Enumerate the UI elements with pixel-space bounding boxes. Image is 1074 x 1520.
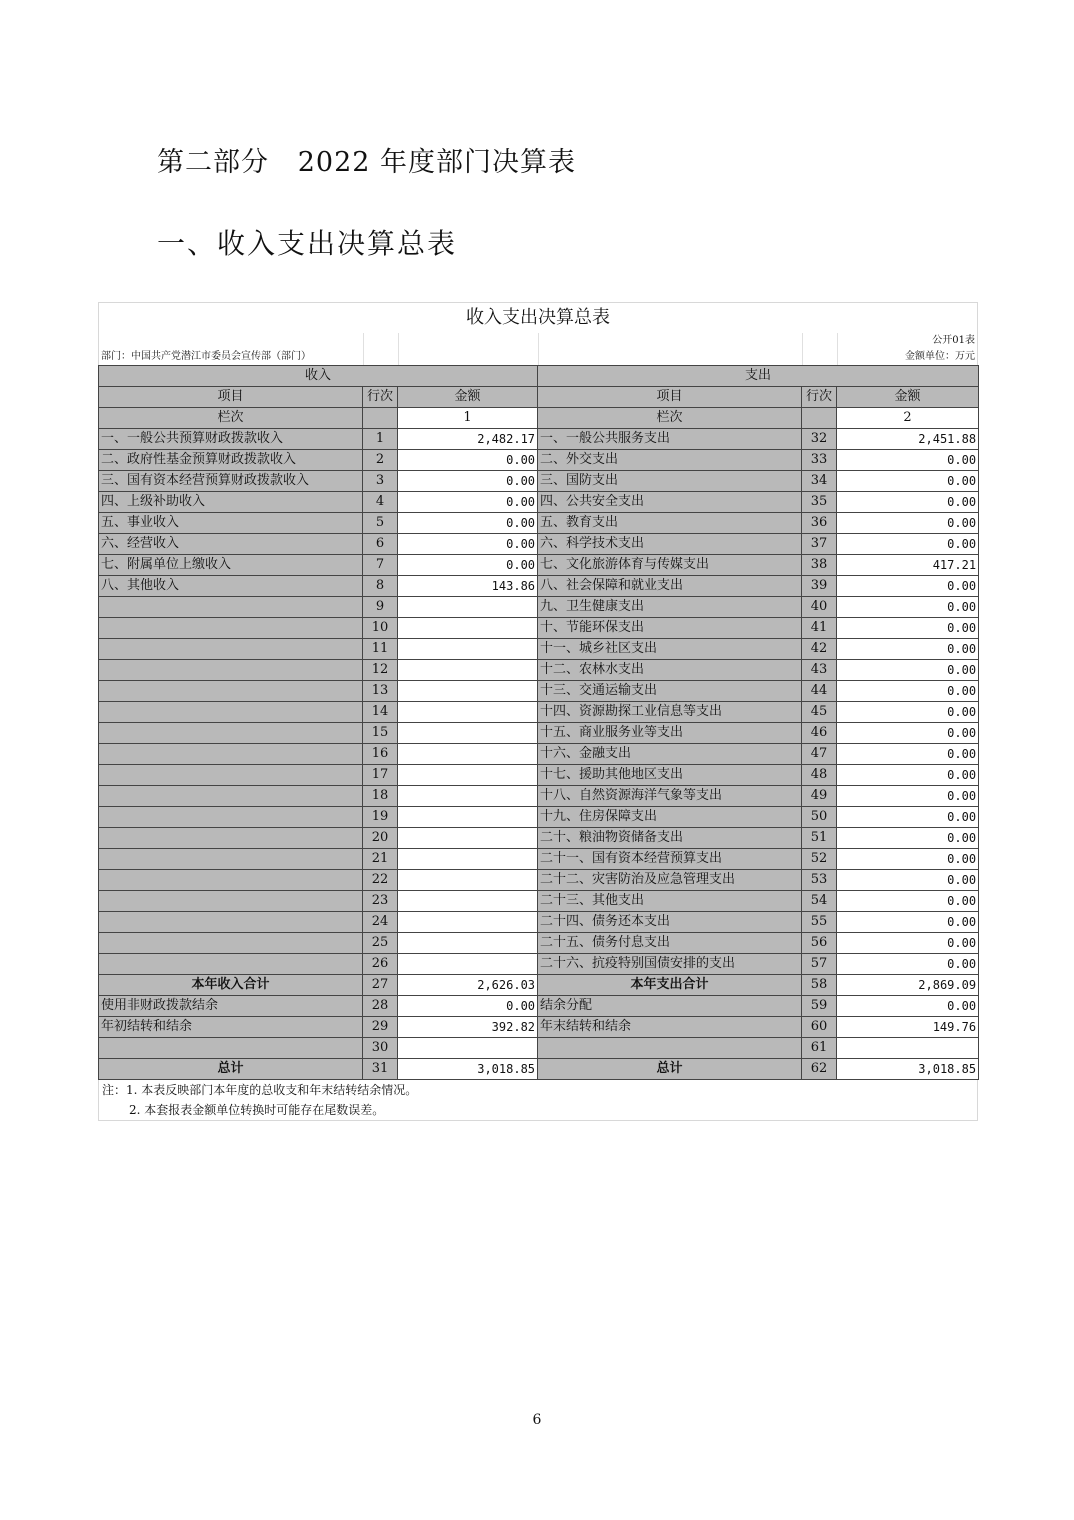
income-item: 三、国有资本经营预算财政拨款收入: [99, 471, 363, 492]
income-amount: [398, 702, 538, 723]
income-item: 五、事业收入: [99, 513, 363, 534]
income-item: 总计: [99, 1059, 363, 1080]
expense-amount: 0.00: [837, 744, 979, 765]
expense-seq: 41: [802, 618, 837, 639]
income-item: [99, 1038, 363, 1059]
income-amount: 0.00: [398, 513, 538, 534]
income-item: [99, 891, 363, 912]
table-row: [99, 933, 979, 954]
income-header: 收入: [99, 366, 538, 387]
expense-item: 十、节能环保支出: [538, 618, 802, 639]
table-row: [99, 702, 979, 723]
expense-seq: 59: [802, 996, 837, 1017]
expense-amount: 0.00: [837, 576, 979, 597]
expense-item: 八、社会保障和就业支出: [538, 576, 802, 597]
income-seq: 30: [363, 1038, 398, 1059]
income-seq: 17: [363, 765, 398, 786]
income-seq: 6: [363, 534, 398, 555]
expense-item: 十五、商业服务业等支出: [538, 723, 802, 744]
expense-item: 年末结转和结余: [538, 1017, 802, 1038]
income-item: [99, 639, 363, 660]
page-number: 6: [532, 1412, 542, 1428]
expense-amount: 0.00: [837, 807, 979, 828]
income-item: [99, 870, 363, 891]
income-amount: [398, 954, 538, 975]
table-row: [99, 723, 979, 744]
income-amount: [398, 744, 538, 765]
expense-item: 三、国防支出: [538, 471, 802, 492]
income-amount: 143.86: [398, 576, 538, 597]
income-seq: 15: [363, 723, 398, 744]
income-expense-sheet: [98, 302, 978, 1121]
expense-item: 七、文化旅游体育与传媒支出: [538, 555, 802, 576]
income-seq: 23: [363, 891, 398, 912]
expense-amount: 0.00: [837, 996, 979, 1017]
expense-seq: 37: [802, 534, 837, 555]
income-amount: [398, 870, 538, 891]
income-item: [99, 744, 363, 765]
note-1: 注：1. 本表反映部门本年度的总收支和年末结转结余情况。: [102, 1083, 418, 1097]
expense-amount: 0.00: [837, 786, 979, 807]
income-item: [99, 954, 363, 975]
table-row: [99, 555, 979, 576]
income-item: 六、经营收入: [99, 534, 363, 555]
expense-seq: 52: [802, 849, 837, 870]
expense-seq: 51: [802, 828, 837, 849]
income-seq: 5: [363, 513, 398, 534]
income-item: [99, 849, 363, 870]
income-amount: 0.00: [398, 492, 538, 513]
income-item: 四、上级补助收入: [99, 492, 363, 513]
income-amount: [398, 912, 538, 933]
expense-amount: 0.00: [837, 492, 979, 513]
table-row: [99, 597, 979, 618]
expense-amount: 0.00: [837, 912, 979, 933]
expense-amount: 0.00: [837, 849, 979, 870]
expense-seq: 48: [802, 765, 837, 786]
income-seq: 8: [363, 576, 398, 597]
expense-item: 十九、住房保障支出: [538, 807, 802, 828]
expense-amount: 3,018.85: [837, 1059, 979, 1080]
income-amount: [398, 828, 538, 849]
table-title: 收入支出决算总表: [98, 302, 978, 333]
note-2: 2. 本套报表金额单位转换时可能存在尾数误差。: [129, 1103, 385, 1117]
income-seq: 25: [363, 933, 398, 954]
income-amount: [398, 1038, 538, 1059]
expense-column-number: 2: [837, 408, 979, 429]
expense-item: 十二、农林水支出: [538, 660, 802, 681]
income-amount: [398, 597, 538, 618]
table-row: [99, 912, 979, 933]
income-item: [99, 681, 363, 702]
expense-amount: 0.00: [837, 513, 979, 534]
income-item: [99, 933, 363, 954]
income-item: [99, 597, 363, 618]
income-column-number: 1: [398, 408, 538, 429]
expense-amount: 149.76: [837, 1017, 979, 1038]
income-item: [99, 702, 363, 723]
income-item: [99, 660, 363, 681]
income-seq: 2: [363, 450, 398, 471]
expense-amount: 0.00: [837, 828, 979, 849]
expense-seq: 60: [802, 1017, 837, 1038]
expense-item: 二十三、其他支出: [538, 891, 802, 912]
header-row: [99, 387, 979, 408]
income-amount: [398, 786, 538, 807]
income-item: 七、附属单位上缴收入: [99, 555, 363, 576]
expense-seq: 46: [802, 723, 837, 744]
table-row: [99, 681, 979, 702]
income-amount: 0.00: [398, 555, 538, 576]
income-seq: 9: [363, 597, 398, 618]
expense-item: 结余分配: [538, 996, 802, 1017]
expense-amount: 2,869.09: [837, 975, 979, 996]
income-amount: [398, 807, 538, 828]
income-seq: 13: [363, 681, 398, 702]
income-seq: 28: [363, 996, 398, 1017]
table-row: [99, 891, 979, 912]
income-seq: 22: [363, 870, 398, 891]
expense-item: 六、科学技术支出: [538, 534, 802, 555]
expense-amount: 0.00: [837, 618, 979, 639]
expense-item: 总计: [538, 1059, 802, 1080]
table-row: [99, 450, 979, 471]
expense-seq-header: 行次: [802, 387, 837, 408]
expense-item: 二十五、债务付息支出: [538, 933, 802, 954]
expense-item: 二、外交支出: [538, 450, 802, 471]
expense-amount: 0.00: [837, 870, 979, 891]
expense-item: 四、公共安全支出: [538, 492, 802, 513]
income-seq: 16: [363, 744, 398, 765]
expense-item: 二十、粮油物资储备支出: [538, 828, 802, 849]
expense-amount: 0.00: [837, 765, 979, 786]
expense-item: 本年支出合计: [538, 975, 802, 996]
income-column-label: 栏次: [99, 408, 363, 429]
notes: [98, 1080, 978, 1121]
expense-seq: 39: [802, 576, 837, 597]
income-seq: 12: [363, 660, 398, 681]
expense-amount: 0.00: [837, 450, 979, 471]
expense-seq: 56: [802, 933, 837, 954]
income-item: 一、一般公共预算财政拨款收入: [99, 429, 363, 450]
expense-amount: 2,451.88: [837, 429, 979, 450]
expense-amount: 0.00: [837, 891, 979, 912]
expense-item: 一、一般公共服务支出: [538, 429, 802, 450]
expense-amount: 0.00: [837, 954, 979, 975]
header-group-row: [99, 366, 979, 387]
table-row: [99, 828, 979, 849]
income-column-blank: [363, 408, 398, 429]
income-amount: 0.00: [398, 450, 538, 471]
expense-amount: 0.00: [837, 723, 979, 744]
expense-seq: 47: [802, 744, 837, 765]
amount-unit: 金额单位：万元: [905, 349, 975, 365]
table-row: [99, 534, 979, 555]
total-row: [99, 1059, 979, 1080]
department-row: [98, 349, 978, 365]
table-row: [99, 639, 979, 660]
expense-seq: 42: [802, 639, 837, 660]
income-amount: [398, 891, 538, 912]
column-index-row: [99, 408, 979, 429]
expense-amount: 417.21: [837, 555, 979, 576]
income-amount: 0.00: [398, 534, 538, 555]
part-title: 第二部分 2022 年度部门决算表: [157, 147, 577, 178]
expense-item-header: 项目: [538, 387, 802, 408]
table-row: [99, 618, 979, 639]
income-seq: 24: [363, 912, 398, 933]
income-item: 使用非财政拨款结余: [99, 996, 363, 1017]
income-item-header: 项目: [99, 387, 363, 408]
income-seq: 20: [363, 828, 398, 849]
table-row: [99, 492, 979, 513]
income-item: [99, 828, 363, 849]
expense-item: 十六、金融支出: [538, 744, 802, 765]
income-item: [99, 786, 363, 807]
table-row: [99, 996, 979, 1017]
subtotal-row: [99, 975, 979, 996]
expense-item: 十三、交通运输支出: [538, 681, 802, 702]
expense-seq: 61: [802, 1038, 837, 1059]
expense-amount: 0.00: [837, 597, 979, 618]
expense-item: 五、教育支出: [538, 513, 802, 534]
form-code: 公开01表: [932, 335, 975, 346]
income-item: 年初结转和结余: [99, 1017, 363, 1038]
expense-seq: 53: [802, 870, 837, 891]
expense-seq: 33: [802, 450, 837, 471]
expense-seq: 54: [802, 891, 837, 912]
expense-amount: 0.00: [837, 933, 979, 954]
table-row: [99, 870, 979, 891]
expense-item: 十七、援助其他地区支出: [538, 765, 802, 786]
income-amount: 2,482.17: [398, 429, 538, 450]
income-seq: 21: [363, 849, 398, 870]
expense-seq: 38: [802, 555, 837, 576]
expense-item: [538, 1038, 802, 1059]
income-item: [99, 618, 363, 639]
income-seq: 19: [363, 807, 398, 828]
table-row: [99, 576, 979, 597]
expense-amount: 0.00: [837, 681, 979, 702]
summary-table: [98, 365, 979, 1080]
income-seq: 14: [363, 702, 398, 723]
income-seq: 4: [363, 492, 398, 513]
expense-amount: 0.00: [837, 471, 979, 492]
table-row: [99, 786, 979, 807]
expense-seq: 58: [802, 975, 837, 996]
expense-seq: 55: [802, 912, 837, 933]
income-seq: 1: [363, 429, 398, 450]
expense-item: 二十四、债务还本支出: [538, 912, 802, 933]
expense-item: 十四、资源勘探工业信息等支出: [538, 702, 802, 723]
expense-column-blank: [802, 408, 837, 429]
table-row: [99, 765, 979, 786]
income-amount: [398, 660, 538, 681]
expense-amount: 0.00: [837, 534, 979, 555]
table-row: [99, 1038, 979, 1059]
income-seq-header: 行次: [363, 387, 398, 408]
income-seq: 3: [363, 471, 398, 492]
income-seq: 29: [363, 1017, 398, 1038]
department-name: 部门：中国共产党潜江市委员会宣传部（部门）: [101, 349, 311, 365]
income-amount: [398, 618, 538, 639]
expense-seq: 57: [802, 954, 837, 975]
table-row: [99, 807, 979, 828]
income-amount: [398, 681, 538, 702]
expense-amount-header: 金额: [837, 387, 979, 408]
income-seq: 26: [363, 954, 398, 975]
expense-seq: 36: [802, 513, 837, 534]
expense-seq: 49: [802, 786, 837, 807]
income-amount: 2,626.03: [398, 975, 538, 996]
income-item: [99, 912, 363, 933]
income-amount: 3,018.85: [398, 1059, 538, 1080]
expense-seq: 44: [802, 681, 837, 702]
expense-seq: 62: [802, 1059, 837, 1080]
expense-item: 十八、自然资源海洋气象等支出: [538, 786, 802, 807]
expense-amount: 0.00: [837, 702, 979, 723]
income-amount: [398, 639, 538, 660]
table-row: [99, 471, 979, 492]
income-item: [99, 765, 363, 786]
expense-header: 支出: [538, 366, 979, 387]
table-body: [99, 429, 979, 1080]
expense-seq: 32: [802, 429, 837, 450]
income-seq: 31: [363, 1059, 398, 1080]
income-amount: 0.00: [398, 471, 538, 492]
income-item: 二、政府性基金预算财政拨款收入: [99, 450, 363, 471]
table-row: [99, 513, 979, 534]
expense-item: 十一、城乡社区支出: [538, 639, 802, 660]
table-row: [99, 429, 979, 450]
income-amount: [398, 765, 538, 786]
expense-item: 二十二、灾害防治及应急管理支出: [538, 870, 802, 891]
income-amount: 0.00: [398, 996, 538, 1017]
expense-seq: 50: [802, 807, 837, 828]
form-code-row: [98, 333, 978, 349]
expense-item: 二十六、抗疫特别国债安排的支出: [538, 954, 802, 975]
income-item: [99, 723, 363, 744]
income-seq: 11: [363, 639, 398, 660]
expense-seq: 45: [802, 702, 837, 723]
expense-seq: 43: [802, 660, 837, 681]
expense-item: 二十一、国有资本经营预算支出: [538, 849, 802, 870]
income-seq: 18: [363, 786, 398, 807]
table-row: [99, 660, 979, 681]
expense-seq: 35: [802, 492, 837, 513]
table-row: [99, 849, 979, 870]
income-item: [99, 807, 363, 828]
income-seq: 10: [363, 618, 398, 639]
income-seq: 7: [363, 555, 398, 576]
table-row: [99, 744, 979, 765]
expense-amount: 0.00: [837, 660, 979, 681]
expense-item: 九、卫生健康支出: [538, 597, 802, 618]
income-amount: [398, 723, 538, 744]
income-amount-header: 金额: [398, 387, 538, 408]
expense-column-label: 栏次: [538, 408, 802, 429]
income-item: 本年收入合计: [99, 975, 363, 996]
income-amount: 392.82: [398, 1017, 538, 1038]
table-row: [99, 1017, 979, 1038]
section-title: 一、收入支出决算总表: [157, 227, 458, 260]
expense-amount: 0.00: [837, 639, 979, 660]
expense-seq: 34: [802, 471, 837, 492]
expense-amount: [837, 1038, 979, 1059]
table-row: [99, 954, 979, 975]
expense-seq: 40: [802, 597, 837, 618]
income-item: 八、其他收入: [99, 576, 363, 597]
income-seq: 27: [363, 975, 398, 996]
income-amount: [398, 849, 538, 870]
income-amount: [398, 933, 538, 954]
